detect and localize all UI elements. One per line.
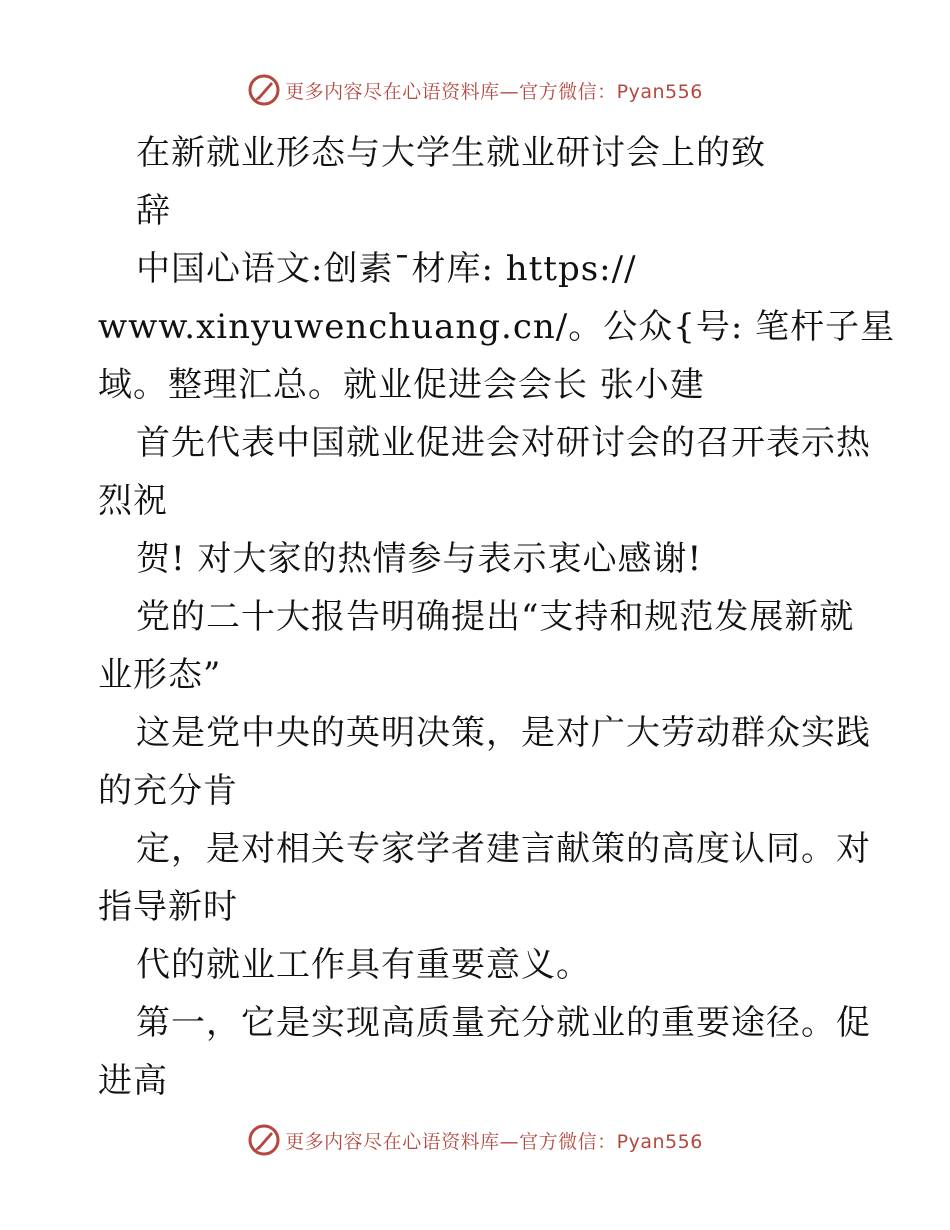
paragraph-line: 指导新时 (98, 887, 238, 927)
header-banner (0, 70, 950, 110)
source-line-2: www.xinyuwenchuang.cn/。公众{号: 笔杆子星 (98, 307, 896, 347)
paragraph-line: 贺! 对大家的热情参与表示衷心感谢! (136, 539, 703, 579)
paragraph-line: 首先代表中国就业促进会对研讨会的召开表示热 (136, 423, 871, 463)
paragraph-line: 党的二十大报告明确提出“支持和规范发展新就 (136, 597, 855, 637)
document-body (98, 124, 896, 1110)
paragraph-line: 第一，它是实现高质量充分就业的重要途径。促 (136, 1003, 871, 1043)
paragraph-line: 的充分肯 (98, 771, 238, 811)
quill-logo-icon (247, 1123, 281, 1157)
paragraph-line: 定，是对相关专家学者建言献策的高度认同。对 (136, 829, 871, 869)
paragraph-line: 这是党中央的英明决策，是对广大劳动群众实践 (136, 713, 871, 753)
paragraph-line: 代的就业工作具有重要意义。 (136, 945, 591, 985)
document-title-line-2: 辞 (136, 191, 171, 231)
document-title-line-1: 在新就业形态与大学生就业研讨会上的致 (136, 133, 766, 173)
paragraph-line: 进高 (98, 1061, 168, 1101)
header-banner-text: 更多内容尽在心语资料库—官方微信：Pyan556 (285, 80, 703, 103)
paragraph-line: 烈祝 (98, 481, 168, 521)
quill-logo-icon (247, 73, 281, 107)
source-line-3: 域。整理汇总。就业促进会会长 张小建 (98, 365, 705, 405)
footer-banner-text: 更多内容尽在心语资料库—官方微信：Pyan556 (285, 1130, 703, 1153)
paragraph-line: 业形态” (98, 655, 222, 695)
source-line-1: 中国心语文:创素¯材库: https:// (136, 249, 637, 289)
footer-banner (0, 1120, 950, 1160)
